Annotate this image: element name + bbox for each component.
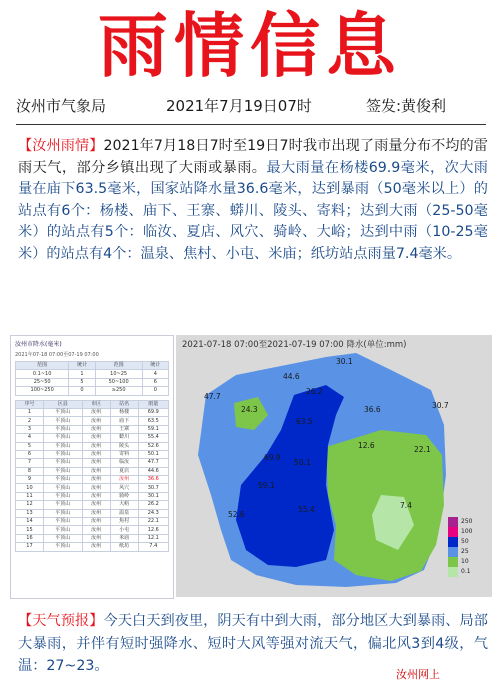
table-row <box>16 467 169 475</box>
table-row <box>16 378 169 386</box>
table-cell: 汝州 <box>82 492 110 500</box>
table-cell: 59.1 <box>138 425 168 433</box>
table-cell: 平顶山 <box>43 492 82 500</box>
table-cell: 平顶山 <box>43 476 82 484</box>
table-cell: 汝州 <box>82 501 110 509</box>
map-value: 26.2 <box>306 387 323 396</box>
table-row <box>16 484 169 492</box>
map-title: 2021-07-18 07:00至2021-07-19 07:00 降水(单位:mm) <box>182 340 407 350</box>
rain-details: 最大雨量在杨楼69.9毫米，次大雨量在庙下63.5毫米，国家站降水量36.6毫米，达到暴雨（50毫米以上）的站点有6个：杨楼、庙下、王寨、蟒川、陵头、寄料；达到大雨（25-50毫米）的站点有5个：临汝、夏店、风穴、骑岭、大峪；达到中雨（10-25毫米）的站点有4个：温泉、焦村、小屯、米庙；纸坊站点雨量7.4毫米。 <box>18 159 488 262</box>
table-cell: 汝州 <box>82 543 110 551</box>
table-cell: 50~100 <box>95 378 142 386</box>
header-cell: 区县 <box>43 400 82 408</box>
agency: 汝州市气象局 <box>16 97 107 115</box>
table-cell: 69.9 <box>138 408 168 416</box>
table-cell: 36.6 <box>138 476 168 484</box>
table-cell: 7 <box>16 459 44 467</box>
map-value: 52.6 <box>228 510 245 519</box>
table-row <box>16 459 169 467</box>
header-cell: 统计 <box>69 362 95 370</box>
map-value: 7.4 <box>400 501 412 510</box>
table-cell: 平顶山 <box>43 484 82 492</box>
table-row <box>16 417 169 425</box>
table-cell: 平顶山 <box>43 408 82 416</box>
table-cell: 12.6 <box>138 526 168 534</box>
table-cell: 温泉 <box>110 509 138 517</box>
table-cell: 3 <box>16 425 44 433</box>
rain-report-paragraph <box>18 136 488 265</box>
legend-label: 250 <box>461 518 473 525</box>
legend-item <box>448 567 488 577</box>
table-title: 汝州市降水(毫米) <box>15 341 62 348</box>
table-header-row <box>16 400 169 408</box>
header-cell: 市区 <box>82 400 110 408</box>
legend-item <box>448 537 488 547</box>
table-cell: 52.6 <box>138 442 168 450</box>
legend-swatch <box>448 547 458 557</box>
table-cell: 米庙 <box>110 534 138 542</box>
table-row <box>16 442 169 450</box>
table-cell: 风穴 <box>110 484 138 492</box>
header-cell: 序号 <box>16 400 44 408</box>
table-cell: 10 <box>16 484 44 492</box>
table-cell: 30.1 <box>138 492 168 500</box>
table-cell: 平顶山 <box>43 425 82 433</box>
legend-label: 50 <box>461 538 469 545</box>
table-cell: 4 <box>16 434 44 442</box>
map-value: 12.6 <box>358 441 375 450</box>
legend-label: 25 <box>461 548 469 555</box>
legend-swatch <box>448 557 458 567</box>
table-cell: 30.7 <box>138 484 168 492</box>
table-cell: 平顶山 <box>43 518 82 526</box>
table-cell: 15 <box>16 526 44 534</box>
table-row <box>16 425 169 433</box>
table-cell: 汝州 <box>82 467 110 475</box>
table-cell: 大峪 <box>110 501 138 509</box>
page-title: 雨情信息 <box>98 5 402 87</box>
map-value: 30.7 <box>432 401 449 410</box>
table-cell: 5 <box>16 442 44 450</box>
table-cell: 汝州 <box>82 518 110 526</box>
table-cell: 陵头 <box>110 442 138 450</box>
table-cell: 汝州 <box>82 509 110 517</box>
table-cell: 纸坊 <box>110 543 138 551</box>
table-cell: 小屯 <box>110 526 138 534</box>
map-legend <box>448 517 488 577</box>
table-row <box>16 501 169 509</box>
map-value: 24.3 <box>241 405 258 414</box>
table-cell: 63.5 <box>138 417 168 425</box>
map-shapes <box>176 335 492 597</box>
table-cell: 临汝 <box>110 459 138 467</box>
table-cell: 寄料 <box>110 450 138 458</box>
table-cell: 汝州 <box>82 425 110 433</box>
map-value: 44.6 <box>283 372 300 381</box>
table-cell: 汝州 <box>82 459 110 467</box>
datetime: 2021年7月19日07时 <box>166 97 312 115</box>
table-cell: 13 <box>16 509 44 517</box>
header-cell: 雨量 <box>138 400 168 408</box>
legend-item <box>448 527 488 537</box>
rainfall-table-panel <box>10 335 174 599</box>
station-table <box>15 400 169 552</box>
table-cell: 1 <box>16 408 44 416</box>
table-cell: 6 <box>16 450 44 458</box>
legend-item <box>448 547 488 557</box>
table-row <box>16 450 169 458</box>
table-cell: 平顶山 <box>43 543 82 551</box>
table-cell: 0 <box>69 387 95 395</box>
table-cell: 17 <box>16 543 44 551</box>
table-cell: 汝州 <box>82 450 110 458</box>
header-cell: 范围 <box>16 362 69 370</box>
table-subtitle: 2021年07-18 07:00至07-19 07:00 <box>15 352 99 358</box>
table-cell: 汝州 <box>110 476 138 484</box>
table-cell: 平顶山 <box>43 450 82 458</box>
table-cell: 汝州 <box>82 476 110 484</box>
table-row <box>16 387 169 395</box>
table-row <box>16 534 169 542</box>
table-cell: ≥250 <box>95 387 142 395</box>
issuer: 签发:黄俊利 <box>366 97 447 115</box>
legend-swatch <box>448 527 458 537</box>
table-cell: 50.1 <box>138 450 168 458</box>
legend-swatch <box>448 537 458 547</box>
table-row <box>16 509 169 517</box>
table-row <box>16 492 169 500</box>
table-cell: 6 <box>142 378 168 386</box>
table-cell: 22.1 <box>138 518 168 526</box>
table-cell: 汝州 <box>82 442 110 450</box>
table-cell: 平顶山 <box>43 534 82 542</box>
table-cell: 9 <box>16 476 44 484</box>
table-cell: 11 <box>16 492 44 500</box>
table-cell: 汝州 <box>82 434 110 442</box>
rainfall-map <box>176 335 492 597</box>
table-cell: 平顶山 <box>43 501 82 509</box>
table-cell: 26.2 <box>138 501 168 509</box>
table-cell: 夏店 <box>110 467 138 475</box>
legend-label: 10 <box>461 558 469 565</box>
table-cell: 庙下 <box>110 417 138 425</box>
table-cell: 汝州 <box>82 484 110 492</box>
table-row <box>16 370 169 378</box>
forecast-tag: 【天气预报】 <box>18 613 104 629</box>
table-cell: 5 <box>69 378 95 386</box>
table-cell: 4 <box>142 370 168 378</box>
table-cell: 7.4 <box>138 543 168 551</box>
table-cell: 杨楼 <box>110 408 138 416</box>
table-cell: 骑岭 <box>110 492 138 500</box>
table-cell: 平顶山 <box>43 467 82 475</box>
table-cell: 平顶山 <box>43 434 82 442</box>
map-value: 69.9 <box>264 453 281 462</box>
map-value: 55.4 <box>298 505 315 514</box>
table-cell: 100~250 <box>16 387 69 395</box>
header-cell: 范围 <box>95 362 142 370</box>
table-row <box>16 408 169 416</box>
header-cell: 站名 <box>110 400 138 408</box>
map-value: 30.1 <box>336 357 353 366</box>
table-cell: 平顶山 <box>43 509 82 517</box>
table-cell: 12 <box>16 501 44 509</box>
table-cell: 14 <box>16 518 44 526</box>
legend-item <box>448 517 488 527</box>
table-cell: 焦村 <box>110 518 138 526</box>
rain-lead: 2021年7月18日7时至19日7时我市出现了雨量分布不均的雷雨天气，部分乡镇出现了大雨或暴雨。 <box>18 138 488 176</box>
table-cell: 汝州 <box>82 526 110 534</box>
source-watermark: 汝州网上 <box>390 664 446 684</box>
map-value: 22.1 <box>414 445 431 454</box>
legend-swatch <box>448 517 458 527</box>
table-row <box>16 543 169 551</box>
summary-table <box>15 361 169 396</box>
rain-tag: 【汝州雨情】 <box>18 138 104 154</box>
legend-swatch <box>448 567 458 577</box>
table-cell: 汝州 <box>82 534 110 542</box>
table-cell: 12.1 <box>138 534 168 542</box>
table-cell: 平顶山 <box>43 442 82 450</box>
map-value: 36.6 <box>364 405 381 414</box>
table-cell: 1 <box>69 370 95 378</box>
divider <box>16 124 486 125</box>
table-cell: 47.7 <box>138 459 168 467</box>
table-cell: 0 <box>142 387 168 395</box>
map-value: 50.1 <box>294 458 311 467</box>
table-cell: 55.4 <box>138 434 168 442</box>
table-cell: 16 <box>16 534 44 542</box>
legend-label: 100 <box>461 528 473 535</box>
legend-label: 0.1 <box>461 568 471 575</box>
table-cell: 0.1~10 <box>16 370 69 378</box>
legend-item <box>448 557 488 567</box>
table-cell: 平顶山 <box>43 417 82 425</box>
table-row <box>16 476 169 484</box>
table-cell: 8 <box>16 467 44 475</box>
table-cell: 44.6 <box>138 467 168 475</box>
table-cell: 平顶山 <box>43 459 82 467</box>
table-header-row <box>16 362 169 370</box>
table-row <box>16 434 169 442</box>
forecast-text: 今天白天到夜里，阴天有中到大雨，部分地区大到暴雨、局部大暴雨，并伴有短时强降水、短时大风等强对流天气，偏北风3到4级，气温：27~23。 <box>18 613 488 674</box>
map-value: 59.1 <box>258 481 275 490</box>
table-row <box>16 518 169 526</box>
table-cell: 蟒川 <box>110 434 138 442</box>
table-cell: 10~25 <box>95 370 142 378</box>
header-cell: 统计 <box>142 362 168 370</box>
table-cell: 25~50 <box>16 378 69 386</box>
table-cell: 24.3 <box>138 509 168 517</box>
table-cell: 王寨 <box>110 425 138 433</box>
table-row <box>16 526 169 534</box>
table-cell: 平顶山 <box>43 526 82 534</box>
map-value: 63.5 <box>296 417 313 426</box>
table-cell: 2 <box>16 417 44 425</box>
table-cell: 汝州 <box>82 408 110 416</box>
map-value: 47.7 <box>204 392 221 401</box>
table-cell: 汝州 <box>82 417 110 425</box>
